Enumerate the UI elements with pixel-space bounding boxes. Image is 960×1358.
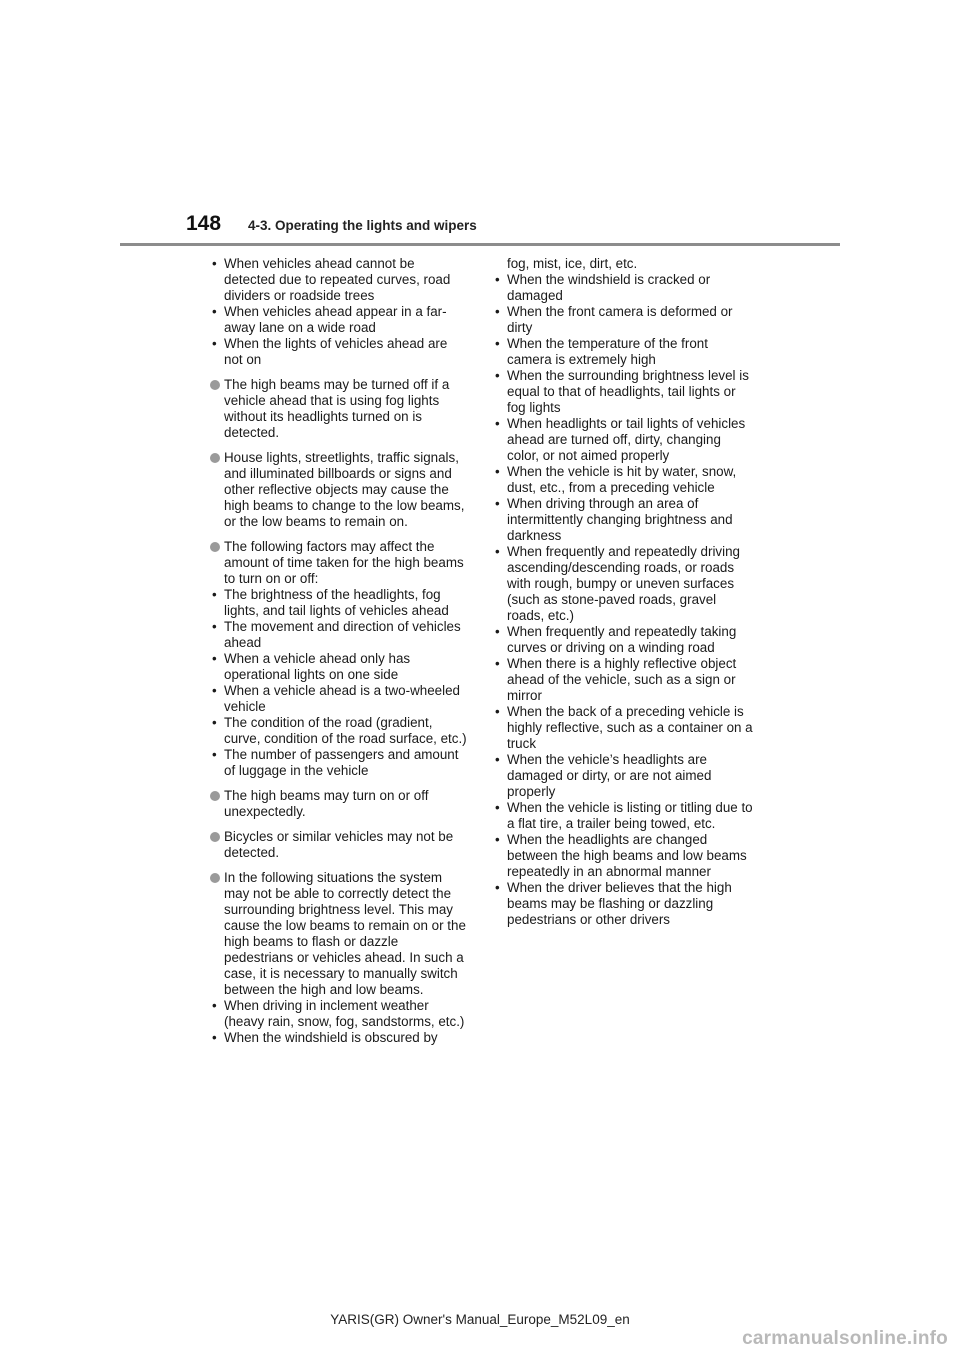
paragraph: In the following situations the system may not be able to correctly detect the surrounding brightness level. This may cause the low beams to remain on or the high beams to flash or dazzle pedestrians or vehicles ahead. In such a case, it is necessary to manually switch between the high and low beams. • When driving in inclement weather (heavy rain, snow, fog, sandstorms, etc.) • When the windshield is obscured by	[207, 870, 469, 1046]
paragraph: The high beams may turn on or off unexpectedly.	[207, 788, 469, 820]
left-column	[207, 256, 469, 1046]
paragraph: House lights, streetlights, traffic signals, and illuminated billboards or signs and other reflective objects may cause the high beams to change to the low beams, or the low beams to remain on.	[207, 450, 469, 530]
bullet-dot: •	[212, 715, 217, 730]
bullet-dot: •	[495, 832, 500, 847]
bullet-dot: •	[212, 304, 217, 319]
list-item: • The condition of the road (gradient, curve, condition of the road surface, etc.)	[212, 715, 467, 746]
bullet-dot: •	[212, 619, 217, 634]
list-item: • When driving through an area of intermittently changing brightness and darkness	[495, 496, 733, 543]
circle-bullet-icon	[210, 542, 220, 552]
list-item: • When frequently and repeatedly taking curves or driving on a winding road	[495, 624, 737, 655]
circle-bullet-icon	[210, 873, 220, 883]
bullet-dot: •	[495, 464, 500, 479]
list-item: • When the vehicle is hit by water, snow, dust, etc., from a preceding vehicle	[495, 464, 737, 495]
list-item: • When a vehicle ahead is a two-wheeled vehicle	[212, 683, 460, 714]
list-item: • When headlights or tail lights of vehicles ahead are turned off, dirty, changing color, or not aimed properly	[495, 416, 746, 463]
watermark[interactable]: carmanualsonline.info	[742, 1328, 948, 1349]
bullet-dot: •	[495, 544, 500, 559]
bullet-dot: •	[212, 747, 217, 762]
right-column	[490, 256, 754, 928]
list-item: • When driving in inclement weather (heavy rain, snow, fog, sandstorms, etc.)	[212, 998, 465, 1029]
list-item: • When vehicles ahead cannot be detected due to repeated curves, road dividers or roadside trees	[212, 256, 451, 303]
list-item: • The brightness of the headlights, fog lights, and tail lights of vehicles ahead	[212, 587, 449, 618]
bullet-dot: •	[212, 336, 217, 351]
list-item: • When vehicles ahead appear in a far-away lane on a wide road	[212, 304, 447, 335]
section-title: 4-3. Operating the lights and wipers	[248, 218, 477, 233]
bullet-dot: •	[495, 272, 500, 287]
list-item: • The number of passengers and amount of luggage in the vehicle	[212, 747, 459, 778]
paragraph: Bicycles or similar vehicles may not be detected.	[207, 829, 469, 861]
header-rule	[120, 243, 840, 246]
list-item: • When the temperature of the front camera is extremely high	[495, 336, 708, 367]
bullet-dot: •	[495, 496, 500, 511]
list-item: • When there is a highly reflective object ahead of the vehicle, such as a sign or mirror	[495, 656, 737, 703]
bullet-dot: •	[495, 656, 500, 671]
bullet-dot: •	[212, 256, 217, 271]
list-item: • The movement and direction of vehicles ahead	[212, 619, 461, 650]
list-item: • When the back of a preceding vehicle is highly reflective, such as a container on a truck	[495, 704, 753, 751]
paragraph: The high beams may be turned off if a vehicle ahead that is using fog lights without its headlights turned on is detected.	[207, 377, 469, 441]
bullet-dot: •	[212, 1030, 217, 1045]
list-item: • When a vehicle ahead only has operational lights on one side	[212, 651, 411, 682]
circle-bullet-icon	[210, 832, 220, 842]
list-item: • When the headlights are changed between the high beams and low beams repeatedly in an abnormal manner	[495, 832, 747, 879]
list-item: • When frequently and repeatedly driving ascending/descending roads, or roads with rough, bumpy or uneven surfaces (such as stone-paved roads, gravel roads, etc.)	[495, 544, 740, 623]
bullet-dot: •	[212, 683, 217, 698]
bullet-dot: •	[495, 304, 500, 319]
list-item: • When the surrounding brightness level is equal to that of headlights, tail lights or fog lights	[495, 368, 749, 415]
bullet-dot: •	[495, 416, 500, 431]
paragraph: The following factors may affect the amount of time taken for the high beams to turn on or off: • The brightness of the headlights, fog lights, and tail lights of vehicles ahead • The movement and direction of vehicles ahead • When a vehicle ahead only has operational lights on one side • When a vehicle ahead is a two-wheeled vehicle • The condition of the road (gradient, curve, condition of the road surface, etc.) • The number of passengers and amount of luggage in the vehicle	[207, 539, 469, 779]
circle-bullet-icon	[210, 380, 220, 390]
circle-bullet-icon	[210, 453, 220, 463]
list-item: • When the lights of vehicles ahead are not on	[212, 336, 448, 367]
continuation-text: fog, mist, ice, dirt, etc.	[507, 256, 638, 271]
bullet-dot: •	[495, 752, 500, 767]
footer-text: YARIS(GR) Owner's Manual_Europe_M52L09_en	[330, 1312, 630, 1327]
bullet-dot: •	[495, 336, 500, 351]
bullet-dot: •	[495, 704, 500, 719]
bullet-dot: •	[495, 624, 500, 639]
list-item: • When the windshield is cracked or damaged	[495, 272, 711, 303]
list-item: • When the vehicle’s headlights are damaged or dirty, or are not aimed properly	[495, 752, 712, 799]
list-item: • When the driver believes that the high beams may be flashing or dazzling pedestrians or other drivers	[495, 880, 732, 927]
circle-bullet-icon	[210, 791, 220, 801]
page-number: 148	[186, 212, 222, 235]
bullet-dot: •	[212, 998, 217, 1013]
bullet-dot: •	[495, 800, 500, 815]
bullet-dot: •	[212, 587, 217, 602]
bullet-dot: •	[212, 651, 217, 666]
list-item: • When the front camera is deformed or dirty	[495, 304, 733, 335]
bullet-dot: •	[495, 368, 500, 383]
list-item: • When the vehicle is listing or titling due to a flat tire, a trailer being towed, etc.	[495, 800, 753, 831]
bullet-dot: •	[495, 880, 500, 895]
list-item: • When the windshield is obscured by	[212, 1030, 438, 1045]
